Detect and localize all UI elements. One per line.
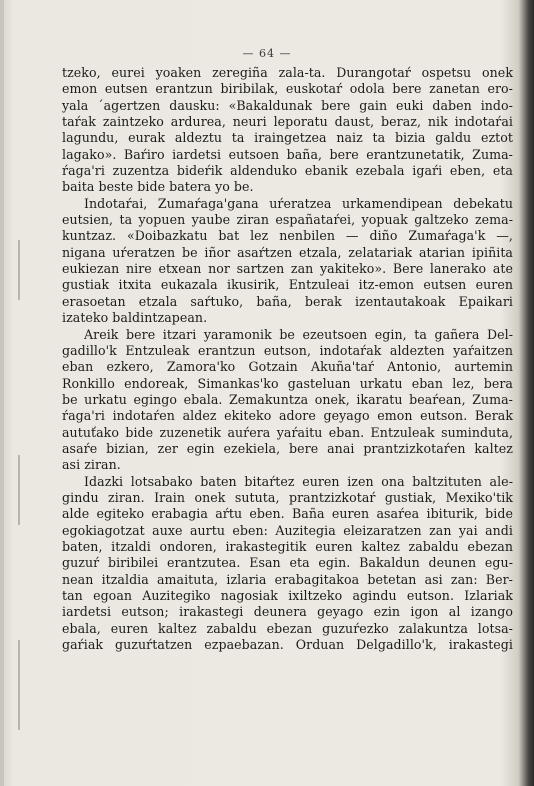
text-line: alde egiteko erabagia aŕtu eben. Baña euren asaŕea ibiturik, bide <box>62 506 513 522</box>
margin-mark <box>18 455 20 525</box>
page-number: — 64 — <box>242 47 292 60</box>
text-line: egokiagotzat auxe aurtu eben: Auzitegia eleizaratzen zan yai andi <box>62 522 513 538</box>
text-line: yala ´agertzen dausku: «Bakaldunak bere gain euki daben indo- <box>62 97 513 113</box>
text-line: gadillo'k Entzuleak erantzun eutson, indotaŕak aldezten yaŕaitzen <box>62 342 513 358</box>
text-line: Areik bere itzari yaramonik be ezeutsoen egin, ta gañera Del- <box>84 326 513 342</box>
text-line: baita beste bide batera yo be. <box>62 179 254 195</box>
margin-mark <box>18 640 20 730</box>
text-line: gustiak itxita eukazala ikusirik, Entzuleai itz-emon eutsen euren <box>62 277 513 293</box>
text-line: ŕaga'ri indotaŕen aldez ekiteko adore geyago emon eutson. Berak <box>62 408 513 424</box>
text-line: iardetsi eutson; irakastegi deunera geyago ezin igon al izango <box>62 604 513 620</box>
text-line: erasoetan etzala saŕtuko, baña, berak izentautakoak Epaikari <box>62 293 513 309</box>
text-line: tzeko, eurei yoaken zeregiña zala-ta. Durangotaŕ ospetsu onek <box>62 65 513 80</box>
text-line: gaŕiak guzuŕtatzen ezpaebazan. Orduan Delgadillo'k, irakastegi <box>62 637 513 653</box>
text-line: Indotaŕai, Zumaŕaga'gana uŕeratzea urkamendipean debekatu <box>84 195 513 211</box>
page-binding-edge <box>520 0 534 786</box>
text-line: izateko baldintzapean. <box>62 310 208 326</box>
text-line: be urkatu egingo ebala. Zemakuntza onek, ikaratu beaŕean, Zuma- <box>62 391 513 407</box>
text-line: guzuŕ biribilei erantzutea. Esan eta egin. Bakaldun deunen egu- <box>62 555 513 571</box>
text-line: nigana uŕeratzen be iñor asaŕtzen etzala, zelatariak atarian ipiñita <box>62 244 513 260</box>
margin-mark <box>18 240 20 300</box>
text-line: ebala, euren kaltez zabaldu ebezan guzuŕezko zalakuntza lotsa- <box>62 620 513 636</box>
body-text <box>62 65 513 653</box>
text-line: lagako». Baŕiro iardetsi eutsoen baña, bere erantzunetatik, Zuma- <box>62 146 513 162</box>
text-line: eban ezkero, Zamora'ko Gotzain Akuña'taŕ Antonio, aurtemin <box>62 359 513 375</box>
text-line: Ronkillo endoreak, Simankas'ko gasteluan urkatu eban lez, bera <box>62 375 513 391</box>
text-line: nean itzaldia amaituta, izlaria erabagitakoa betetan asi zan: Ber- <box>62 571 513 587</box>
text-line: kuntzaz. «Doibazkatu bat lez nenbilen — diño Zumaŕaga'k —, <box>62 228 513 244</box>
text-line: lagundu, eurak aldeztu ta iraingetzea naiz ta bizia galdu eztot <box>62 130 513 146</box>
text-line: baten, itzaldi ondoren, irakastegitik euren kaltez zabaldu ebezan <box>62 538 513 554</box>
text-line: eutsien, ta yopuen yaube ziran españataŕei, yopuak galtzeko zema- <box>62 212 513 228</box>
text-line: tan egoan Auzitegiko nagosiak ixiltzeko agindu eutson. Izlariak <box>62 588 513 603</box>
text-line: asaŕe bizian, zer egin ezekiela, bere anai prantzizkotaŕen kaltez <box>62 440 513 456</box>
text-line: asi ziran. <box>62 457 121 473</box>
text-line: eukiezan nire etxean nor sartzen zan yakiteko». Bere lanerako ate <box>62 261 513 277</box>
text-line: gindu ziran. Irain onek sututa, prantzizkotaŕ gustiak, Mexiko'tik <box>62 489 513 505</box>
text-line: taŕak zaintzeko ardurea, neuri leporatu daust, beraz, nik indotaŕai <box>62 114 513 130</box>
text-line: emon eutsen erantzun biribilak, euskotaŕ odola bere zanetan ero- <box>62 81 513 97</box>
page-left-shadow <box>0 0 4 786</box>
text-line: autuťako bide zuzenetik auŕera yaŕaitu eban. Entzuleak suminduta, <box>62 424 513 440</box>
text-line: Idazki lotsabako baten bitaŕtez euren izen ona baltzituten ale- <box>84 473 513 489</box>
text-line: ŕaga'ri zuzentza bideŕik aldenduko ebanik ezebala igaŕi eben, eta <box>62 163 513 179</box>
